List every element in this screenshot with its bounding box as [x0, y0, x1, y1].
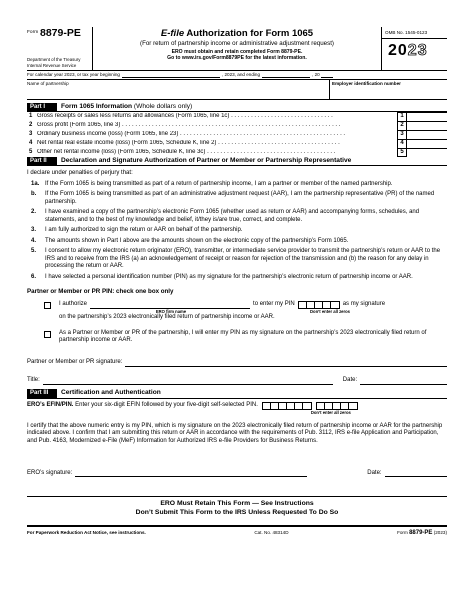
tax-year-end-field[interactable] — [262, 72, 310, 78]
ein-label: Employer identification number — [332, 81, 401, 86]
line-box-number: 4 — [397, 139, 407, 148]
self-pin-text: As a Partner or Member or PR of the partnership, I will enter my PIN as my signature on the partnership’s 2023 electronically filed return of partnership income or AAR. — [59, 329, 427, 343]
form-label: Form — [27, 30, 39, 35]
as-signature-text: as my signature — [342, 301, 386, 308]
form-id-block — [27, 27, 93, 70]
line-description: Gross receipts or sales less returns and allowances (Form 1065, line 1c) . . . . . . . . . . . . . . . . . . . . . . . . . . . . . . . — [37, 112, 333, 119]
line-number: 4 — [29, 139, 33, 146]
line-description: Ordinary business income (loss) (Form 1065, line 23) . . . . . . . . . . . . . . . . . . . . . . . . . . . . . . . . . . . . . . . . . . . . . . . . . . — [37, 130, 346, 137]
tax-year-begin-field[interactable] — [122, 72, 220, 78]
title-date-row — [27, 375, 447, 385]
pin-zeros-caption: Don’t enter all zeros — [309, 308, 351, 314]
item-number: 1a. — [31, 180, 40, 187]
line-number: 5 — [29, 148, 33, 155]
line-amount-field[interactable] — [407, 148, 447, 157]
authorize-text: I authorize — [59, 301, 88, 308]
line-number: 3 — [29, 130, 33, 137]
retain-line-2: Don’t Submit This Form to the IRS Unless Requested To Do So — [135, 509, 339, 517]
item-number: 2. — [31, 209, 37, 215]
ero-pin-boxes[interactable] — [316, 402, 358, 410]
item-text: I am fully authorized to sign the return or AAR on behalf of the partnership. — [45, 227, 243, 233]
declaration-item — [27, 274, 447, 282]
part3-tag: Part III — [27, 389, 57, 398]
declaration-intro: I declare under penalties of perjury that: — [27, 170, 133, 176]
part1-lines — [27, 112, 447, 157]
enter-pin-text: to enter my PIN — [253, 301, 295, 308]
part2-heading — [27, 157, 447, 166]
partnership-name-row — [27, 80, 447, 100]
part1-tag: Part I — [27, 103, 57, 112]
part1-heading — [27, 103, 447, 112]
pin-option-ero — [27, 301, 447, 322]
form-number: 8879-PE — [40, 27, 81, 39]
partnership-name-field[interactable] — [27, 80, 329, 99]
item-number: b. — [31, 191, 37, 197]
ero-authorize-checkbox[interactable] — [44, 302, 51, 309]
item-text: The amounts shown in Part I above are the amounts shown on the electronic copy of the partnership’s Form 1065. — [45, 237, 349, 244]
efin-row — [27, 402, 447, 415]
declaration-item — [27, 227, 447, 235]
partner-signature-field[interactable] — [125, 359, 447, 367]
tax-year: 2023 — [388, 42, 428, 59]
pin-option-self — [27, 330, 447, 345]
tax-year-end-year-field[interactable] — [321, 72, 333, 78]
efin-boxes[interactable] — [262, 402, 312, 410]
line-description: Net rental real estate income (loss) (Form 1065, Schedule K, line 2) . . . . . . . . . . . . . . . . . . . . . . . . . . . . . . . . . . . . . — [37, 139, 340, 146]
part3-heading — [27, 390, 447, 399]
ero-signature-field[interactable] — [75, 469, 307, 477]
ero-firm-name-field[interactable] — [90, 302, 250, 309]
line-description: Gross profit (Form 1065, line 3) . . . . . . . . . . . . . . . . . . . . . . . . . . . . . . . . . . . . . . . . . . . . . . . . . . . . . . . . . . . . . . . . . . — [37, 121, 341, 128]
partnership-name-label: Name of partnership — [27, 81, 69, 86]
partner-date-label: Date: — [342, 377, 358, 383]
ein-field[interactable] — [329, 80, 447, 99]
line-box-number: 5 — [397, 148, 407, 157]
tax-year-lead: For calendar year 2023, or tax year beginning — [27, 72, 120, 78]
authorize-line — [59, 301, 447, 309]
partner-signature-row — [27, 357, 447, 367]
instruction-website: Go to www.irs.gov/Form8879PE for the latest information. — [167, 54, 307, 61]
agency-line: Internal Revenue Service — [27, 62, 77, 68]
item-text: I consent to allow my electronic return originator (ERO), transmitter, or intermediate service provider to transmit the partnership’s return or AAR to the IRS and to receive from the IRS (a) an acknowledgement of receipt or reason for rejection of the transmission and (b) the reason for any delay in processing the return or AAR. — [45, 248, 441, 269]
line-box-number: 1 — [397, 112, 407, 121]
title-field[interactable] — [43, 377, 333, 385]
retain-line-1: ERO Must Retain This Form — See Instructions — [160, 500, 314, 508]
part1-line-1 — [27, 112, 447, 121]
ero-date-field[interactable] — [385, 469, 447, 477]
part2-title: Declaration and Signature Authorization of Partner or Member or Partnership Representative — [61, 156, 352, 164]
line-amount-field[interactable] — [407, 112, 447, 121]
part2-body — [27, 170, 447, 385]
form-subtitle: (For return of partnership income or administrative adjustment request) — [140, 39, 334, 47]
line-amount-field[interactable] — [407, 130, 447, 139]
certification-text: I certify that the above numeric entry is my PIN, which is my signature on the 2023 electronically filed return of partnership income or AAR for the partnership indicated above. I confirm that I am submitting this return or AAR in accordance with the requirements of Pub. 3112, IRS e-file Application and Participation, and Pub. 4163, Modernized e-File (MeF) Information for Authorized IRS e-file Providers for Business Returns. — [27, 422, 443, 444]
line-number: 1 — [29, 112, 33, 119]
part1-line-3 — [27, 130, 447, 139]
form-title: E-file Authorization for Form 1065 — [160, 28, 314, 39]
efin-text: ERO’s EFIN/PIN. Enter your six-digit EFIN followed by your five-digit self-selected PIN. — [27, 401, 258, 408]
item-text: If the Form 1065 is being transmitted as part of a return of partnership income, I am a partner or member of the named partnership. — [45, 180, 393, 187]
declaration-item — [27, 238, 447, 246]
part3-title: Certification and Authentication — [61, 389, 161, 397]
efin-zeros-caption: Don’t enter all zeros — [310, 409, 351, 415]
declaration-items — [27, 181, 447, 282]
ero-date-label: Date: — [367, 469, 382, 476]
declaration-item — [27, 181, 447, 189]
part1-title: Form 1065 Information (Whole dollars only) — [61, 102, 193, 110]
item-text: I have selected a personal identification number (PIN) as my signature for the partnership’s electronic return of partnership income or AAR. — [45, 273, 413, 280]
catalog-number: Cat. No. 48314D — [254, 530, 289, 536]
line-amount-field[interactable] — [407, 139, 447, 148]
omb-number: OMB No. 1545-0123 — [385, 30, 428, 35]
line-description: Other net rental income (loss) (Form 1065, Schedule K, line 3c) . . . . . . . . . . . . . . . . . . . . . . . . . . . . . . . . . . . . . . . — [37, 148, 336, 155]
part3-body — [27, 402, 447, 478]
retain-notice — [27, 496, 447, 517]
tax-year-end: , 20 — [312, 72, 320, 78]
declaration-item — [27, 209, 447, 224]
partner-date-field[interactable] — [360, 377, 447, 385]
footer-form-id: Form 8879-PE (2023) — [397, 529, 447, 536]
line-number: 2 — [29, 121, 33, 128]
item-number: 3. — [31, 227, 37, 233]
item-number: 5. — [31, 248, 37, 254]
self-pin-checkbox[interactable] — [44, 331, 51, 338]
department-line: Department of the Treasury — [27, 57, 81, 63]
line-box-number: 3 — [397, 130, 407, 139]
tax-year-mid: , 2023, and ending — [221, 72, 261, 78]
item-text: I have examined a copy of the partnership’s electronic Form 1065 (whether used as return or AAR) and accompanying forms, schedules, and statements, and to the best of my knowledge and belief, it/they is/are true, correct, and complete. — [45, 209, 420, 223]
title-label: Title: — [27, 377, 40, 383]
pin-heading: Partner or Member or PR PIN: check one box only — [27, 288, 174, 295]
paperwork-notice: For Paperwork Reduction Act Notice, see instructions. — [27, 530, 146, 536]
form-header — [27, 27, 447, 71]
item-text: If the Form 1065 is being transmitted as part of an administrative adjustment request (AAR), I am the partnership representative (PR) of the named partnership. — [45, 191, 435, 205]
line-amount-field[interactable] — [407, 121, 447, 130]
item-number: 6. — [31, 273, 37, 280]
item-number: 4. — [31, 237, 37, 244]
part1-line-4 — [27, 139, 447, 148]
department-block — [27, 57, 80, 68]
declaration-item — [27, 191, 447, 206]
title-block — [93, 27, 381, 70]
authorize-rest-text: on the partnership’s 2023 electronically filed return of partnership income or AAR. — [59, 314, 275, 320]
partner-signature-label: Partner or Member or PR signature: — [27, 359, 123, 365]
declaration-item — [27, 248, 447, 271]
part1-line-2 — [27, 121, 447, 130]
part2-tag: Part II — [27, 157, 57, 166]
partner-pin-boxes[interactable] — [298, 301, 340, 309]
instruction-retain: ERO must obtain and retain completed Form 8879-PE. — [171, 48, 303, 55]
line-box-number: 2 — [397, 121, 407, 130]
omb-block — [381, 27, 447, 70]
part1-line-5 — [27, 148, 447, 157]
ero-signature-label: ERO’s signature: — [27, 469, 73, 476]
form-footer — [27, 525, 447, 538]
tax-year-line — [27, 71, 447, 80]
ero-signature-row — [27, 467, 447, 477]
ero-firm-name-caption: ERO firm name — [155, 308, 187, 314]
